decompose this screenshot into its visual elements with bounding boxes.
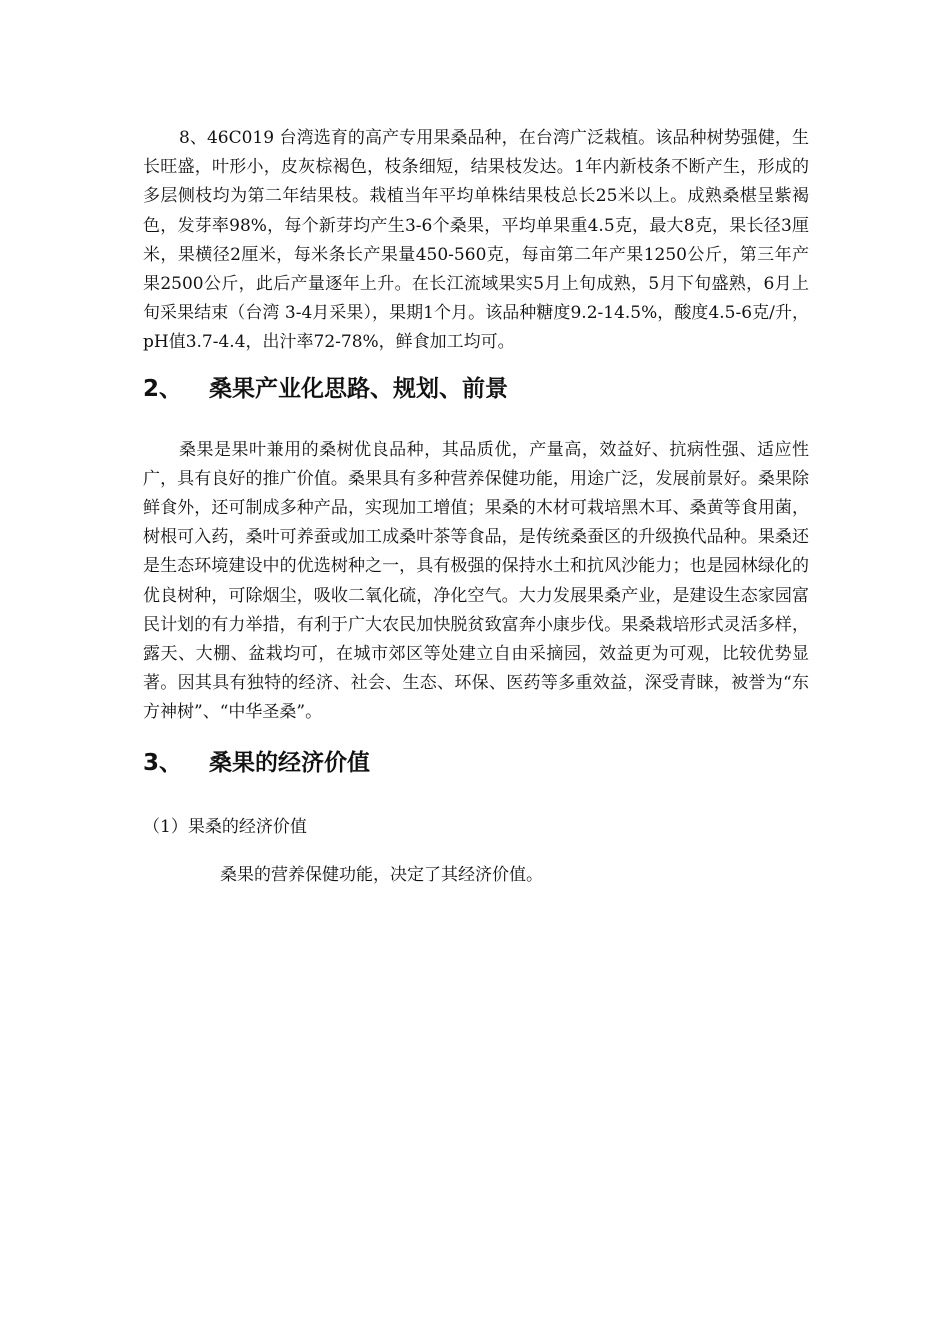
- section-heading-3: [143, 748, 809, 778]
- section-heading-2: [143, 374, 809, 404]
- paragraph-industry: 桑果是果叶兼用的桑树优良品种，其品质优，产量高，效益好、抗病性强、适应性广，具有良好的推广价值。桑果具有多种营养保健功能，用途广泛，发展前景好。桑果除鲜食外，还可制成多种产品，实现加工增值；果桑的木材可栽培黑木耳、桑黄等食用菌，树根可入药，桑叶可养蚕或加工成桑叶茶等食品，是传统桑蚕区的升级换代品种。果桑还是生态环境建设中的优选树种之一，具有极强的保持水土和抗风沙能力；也是园林绿化的优良树种，可除烟尘，吸收二氧化硫，净化空气。大力发展果桑产业，是建设生态家园富民计划的有力举措，有利于广大农民加快脱贫致富奔小康步伐。果桑栽培形式灵活多样，露天、大棚、盆栽均可，在城市郊区等处建立自由采摘园，效益更为可观，比较优势显著。因其具有独特的经济、社会、生态、环保、医药等多重效益，深受青睐，被誉为“东方神树”、“中华圣桑”。: [143, 439, 809, 723]
- document-page: [143, 124, 809, 890]
- paragraph-variety-8: 8、46C019 台湾选育的高产专用果桑品种，在台湾广泛栽植。该品种树势强健，生长旺盛，叶形小，皮灰棕褐色，枝条细短，结果枝发达。1年内新枝条不断产生，形成的多层侧枝均为第二年结果枝。栽植当年平均单株结果枝总长25米以上。成熟桑椹呈紫褐色，发芽率98%，每个新芽均产生3-6个桑果，平均单果重4.5克，最大8克，果长径3厘米，果横径2厘米，每米条长产果量450-560克，每亩第二年产果1250公斤，第三年产果2500公斤，此后产量逐年上升。在长江流域果实5月上旬成熟，5月下旬盛熟，6月上旬采果结束（台湾 3-4月采果），果期1个月。该品种糖度9.2-14.5%，酸度4.5-6克/升，pH值3.7-4.4，出汁率72-78%，鲜食加工均可。: [143, 128, 809, 353]
- section-number: 2、: [143, 375, 183, 402]
- section-title: 桑果产业化思路、规划、前景: [209, 375, 508, 402]
- section-title: 桑果的经济价值: [209, 749, 370, 776]
- subheading-economic-value: （1）果桑的经济价值: [143, 816, 307, 837]
- paragraph-economic-intro: 桑果的营养保健功能，决定了其经济价值。: [220, 864, 543, 885]
- section-number: 3、: [143, 749, 183, 776]
